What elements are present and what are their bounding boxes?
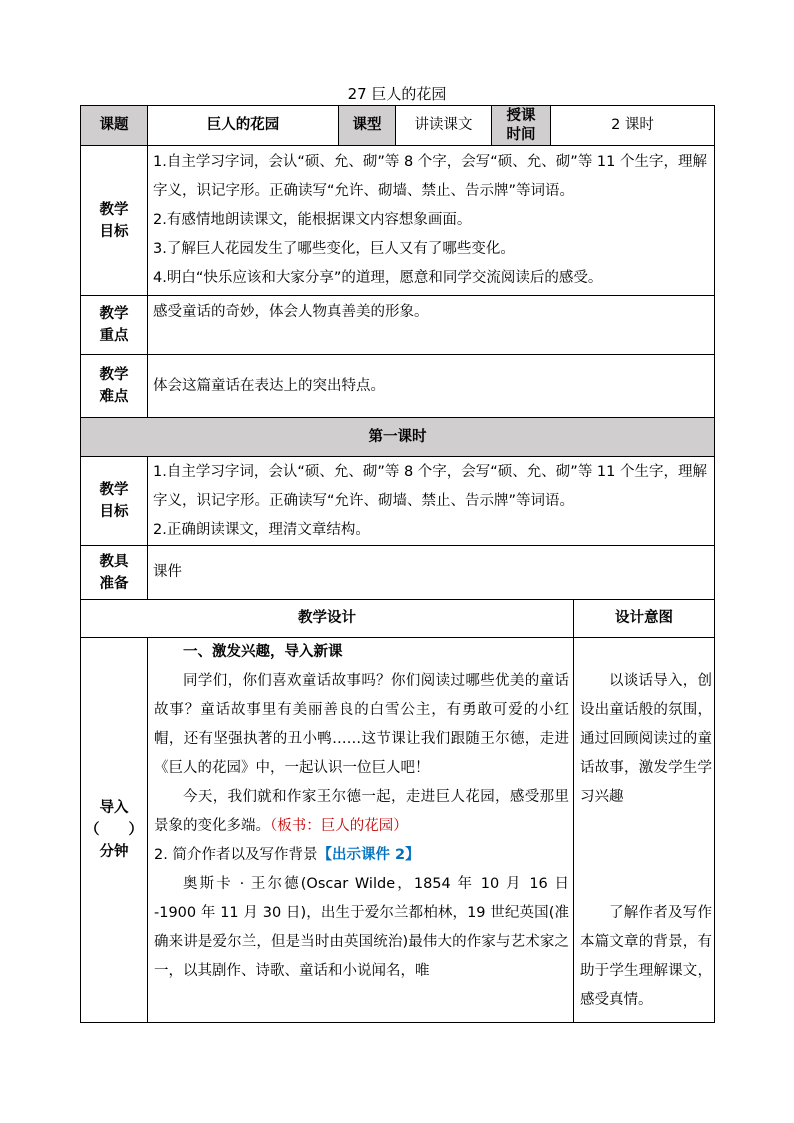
- tools-label-line1: 教具: [99, 553, 129, 570]
- stage-label-line2: （ ）: [85, 822, 143, 838]
- tools-label-line2: 准备: [99, 575, 129, 592]
- key-points-label-line2: 重点: [99, 328, 129, 344]
- lesson1-goals-label: [81, 457, 148, 546]
- topic-label: 课题: [81, 106, 148, 146]
- intent-1: 以谈话导入，创设出童话般的氛围，通过回顾阅读过的童话故事，激发学生学习兴趣: [580, 673, 712, 805]
- intent-content: [574, 638, 715, 1023]
- lesson1-goals-label-line1: 教学: [99, 482, 129, 498]
- lesson1-goal-item-2: 2.正确朗读课文，理清文章结构。: [153, 521, 370, 538]
- goals-label-line2: 目标: [99, 223, 129, 240]
- step2-paragraph-1: 奥斯卡 · 王尔德(Oscar Wilde，1854 年 10 月 16 日 -1900 年 11 月 30 日)，出生于爱尔兰都柏林，19 世纪英国(准确来讲是爱尔兰，但是当时由英国统治)最伟大的作家与艺术家之一，以其剧作、诗歌、童话和小说闻名，唯: [154, 876, 569, 979]
- intro-row: [81, 638, 715, 1023]
- lesson1-heading-row: [81, 418, 715, 457]
- tools-label: [81, 546, 148, 600]
- goals-label-line1: 教学: [99, 201, 129, 218]
- design-column-header: 教学设计: [81, 600, 574, 638]
- step1-paragraph-1: 同学们，你们喜欢童话故事吗？你们阅读过哪些优美的童话故事？童话故事里有美丽善良的白雪公主，有勇敢可爱的小红帽，还有坚强执著的丑小鸭……这节课让我们跟随王尔德，走进《巨人的花园》中，一起认识一位巨人吧！: [154, 673, 569, 776]
- step2-title: 2. 简介作者以及写作背景: [154, 847, 318, 863]
- difficulties-label: [81, 355, 148, 418]
- type-label: 课型: [339, 106, 396, 146]
- step1-paragraph-2: [154, 783, 569, 841]
- key-points-row: [81, 296, 715, 355]
- goals-content: [148, 146, 715, 296]
- intent-column-header: 设计意图: [574, 600, 715, 638]
- tools-text: 课件: [148, 546, 715, 600]
- time-label-line1: 授课: [506, 107, 536, 124]
- goal-item-4: 4.明白“快乐应该和大家分享”的道理，愿意和同学交流阅读后的感受。: [153, 270, 603, 286]
- goal-item-3: 3.了解巨人花园发生了哪些变化，巨人又有了哪些变化。: [153, 241, 515, 257]
- step1-paragraph-2-text: 今天，我们就和作家王尔德一起，走进巨人花园，感受那里景象的变化多端。: [154, 789, 569, 834]
- goals-row: [81, 146, 715, 296]
- lesson1-goals-row: [81, 457, 715, 546]
- stage-label-line1: 导入: [99, 800, 129, 816]
- tools-row: [81, 546, 715, 600]
- lesson1-goal-item-1: 1.自主学习字词，会认“硕、允、砌”等 8 个字，会写“硕、允、砌”等 11 个生字，理解字义，识记字形。正确读写“允许、砌墙、禁止、告示牌”等词语。: [153, 463, 707, 509]
- key-points-label: [81, 296, 148, 355]
- goal-item-2: 2.有感情地朗读课文，能根据课文内容想象画面。: [153, 212, 472, 228]
- time-label-line2: 时间: [506, 126, 536, 143]
- difficulties-text: 体会这篇童话在表达上的突出特点。: [148, 355, 715, 418]
- step2-slide-tag: 【出示课件 2】: [317, 847, 420, 863]
- page-title: 27 巨人的花园: [347, 85, 447, 103]
- step2-heading: [154, 841, 569, 870]
- lesson1-goals-label-line2: 目标: [99, 504, 129, 520]
- stage-label: [81, 638, 148, 1023]
- design-content: [148, 638, 574, 1023]
- lesson-plan-table: [80, 105, 715, 1023]
- goals-label: [81, 146, 148, 296]
- key-points-label-line1: 教学: [99, 306, 129, 322]
- lesson1-goals-content: [148, 457, 715, 546]
- difficulties-row: [81, 355, 715, 418]
- difficulties-label-line2: 难点: [99, 389, 129, 405]
- time-value: 2 课时: [551, 106, 715, 146]
- time-label: [492, 106, 551, 146]
- goal-item-1: 1.自主学习字词，会认“硕、允、砌”等 8 个字，会写“硕、允、砌”等 11 个生字，理解字义，识记字形。正确读写“允许、砌墙、禁止、告示牌”等词语。: [153, 154, 707, 199]
- intent-2: 了解作者及写作本篇文章的背景，有助于学生理解课文，感受真情。: [580, 905, 712, 1008]
- design-header-row: [81, 600, 715, 638]
- key-points-text: 感受童话的奇妙，体会人物真善美的形象。: [148, 296, 715, 355]
- type-value: 讲读课文: [396, 106, 492, 146]
- board-note: （板书：巨人的花园）: [270, 818, 408, 834]
- step1-title: 一、激发兴趣，导入新课: [183, 644, 343, 660]
- lesson1-heading: 第一课时: [81, 418, 715, 457]
- header-row: [81, 106, 715, 146]
- stage-label-line3: 分钟: [99, 844, 129, 860]
- difficulties-label-line1: 教学: [99, 367, 129, 383]
- topic-value: 巨人的花园: [148, 106, 339, 146]
